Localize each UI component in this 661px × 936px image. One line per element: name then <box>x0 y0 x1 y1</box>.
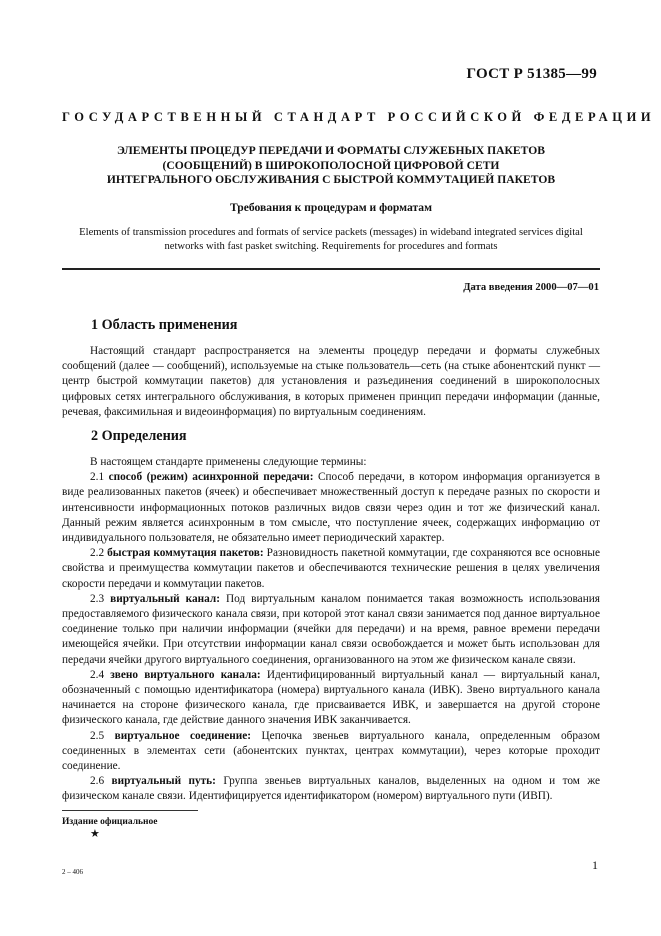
section-2-heading: 2 Определения <box>91 428 187 444</box>
footer-divider <box>62 810 198 811</box>
term-name: быстрая коммутация пакетов: <box>107 547 264 560</box>
gost-number: ГОСТ Р 51385—99 <box>466 66 597 82</box>
term-name: виртуальный канал: <box>110 592 220 605</box>
title-line-3: ИНТЕГРАЛЬНОГО ОБСЛУЖИВАНИЯ С БЫСТРОЙ КОММУТАЦИЕЙ ПАКЕТОВ <box>106 173 556 186</box>
star-icon: ★ <box>90 828 100 840</box>
title-divider <box>62 268 600 270</box>
section-1-heading: 1 Область применения <box>91 317 238 333</box>
document-title <box>62 144 600 188</box>
document-subtitle: Требования к процедурам и форматам <box>229 201 433 214</box>
term-name: способ (режим) асинхронной передачи: <box>108 471 314 484</box>
print-code: 2 – 406 <box>62 868 83 876</box>
section-2-intro: В настоящем стандарте применены следующие термины: <box>90 456 367 468</box>
term-name: виртуальный путь: <box>111 775 216 788</box>
term-definition: 2.6 виртуальный путь: Группа звеньев виртуальных каналов, выделенных на одном и том же физическом канале связи. Идентифицируется идентификатором (номером) виртуального пути (ИВП). <box>62 775 601 803</box>
title-line-2: (СООБЩЕНИЙ) В ШИРОКОПОЛОСНОЙ ЦИФРОВОЙ СЕТИ <box>162 158 500 172</box>
english-title: Elements of transmission procedures and formats of service packets (messages) in wideband integrated services digital networks with fast pasket switching. Requirements for procedures and formats <box>79 227 583 252</box>
term-definition: 2.1 способ (режим) асинхронной передачи: Способ передачи, в котором информация организуется в виде реализованных пакетов (ячеек) и обеспечивает множественный доступ к передаче разных по скорости и интенсивности информационных потоков различных видов связи через один и тот же физический канал. Данный режим является асинхронным в том смысле, что поступление ячеек, содержащих информацию от индивидуального пользователя, не обязательно имеет периодический характер. <box>62 471 600 545</box>
term-definition: 2.4 звено виртуального канала: Идентифицированный виртуальный канал — виртуальный канал, обозначенный с помощью идентификатора (номера) виртуального канала (ИВК). Звено виртуального канала начинается на стороне физического канала, где присваивается ИВК, и завершается на другой стороне физического канала, где действие данного значения ИВК заканчивается. <box>62 668 601 727</box>
term-definition: 2.2 быстрая коммутация пакетов: Разновидность пакетной коммутации, где сохраняются все основные свойства и преимущества коммутации пакетов и обеспечиваются технические решения в целях увеличения скорости передачи и коммутации пакетов. <box>62 547 600 590</box>
section-1-body <box>62 344 600 420</box>
section-2-body <box>62 455 600 805</box>
official-edition-label: Издание официальное <box>62 817 158 827</box>
introduction-date: Дата введения 2000—07—01 <box>463 282 599 293</box>
term-name: виртуальное соединение: <box>114 729 252 742</box>
state-standard-heading: ГОСУДАРСТВЕННЫЙ СТАНДАРТ РОССИЙСКОЙ ФЕДЕРАЦИИ <box>62 110 656 124</box>
term-definition: 2.3 виртуальный канал: Под виртуальным каналом понимается такая возможность использования предоставляемого физического канала связи, при которой этот канал связи занимается под данное виртуальное соединение только при наличии информации (ячейки для передачи) и на время, равное времени передачи имеющейся ячейки. При отсутствии информации канал связи освобождается и может быть использован для передачи ячейки другого виртуального соединения, организованного на этом же физическом канале связи. <box>62 592 600 666</box>
title-line-1: ЭЛЕМЕНТЫ ПРОЦЕДУР ПЕРЕДАЧИ И ФОРМАТЫ СЛУЖЕБНЫХ ПАКЕТОВ <box>116 144 546 157</box>
term-name: звено виртуального канала: <box>110 668 261 681</box>
section-1-paragraph: Настоящий стандарт распространяется на элементы процедур передачи и форматы служебных сообщений (далее — сообщений), используемые на стыке пользователь—сеть (на стыке абонентский пункт — центр быстрой коммутации пакетов) для установления и разъединения соединений в широкополосных цифровых сетях интегрального обслуживания, в которых применен принцип передачи информации (данные, речевая, факсимильная и видеоинформация) по виртуальным соединениям. <box>62 345 600 418</box>
term-definition: 2.5 виртуальное соединение: Цепочка звеньев виртуального канала, определенным образом соединенных в элементах сети (абонентских пунктах, центрах коммутации), через которые проходит соединение. <box>62 729 600 773</box>
page-number: 1 <box>592 858 598 872</box>
